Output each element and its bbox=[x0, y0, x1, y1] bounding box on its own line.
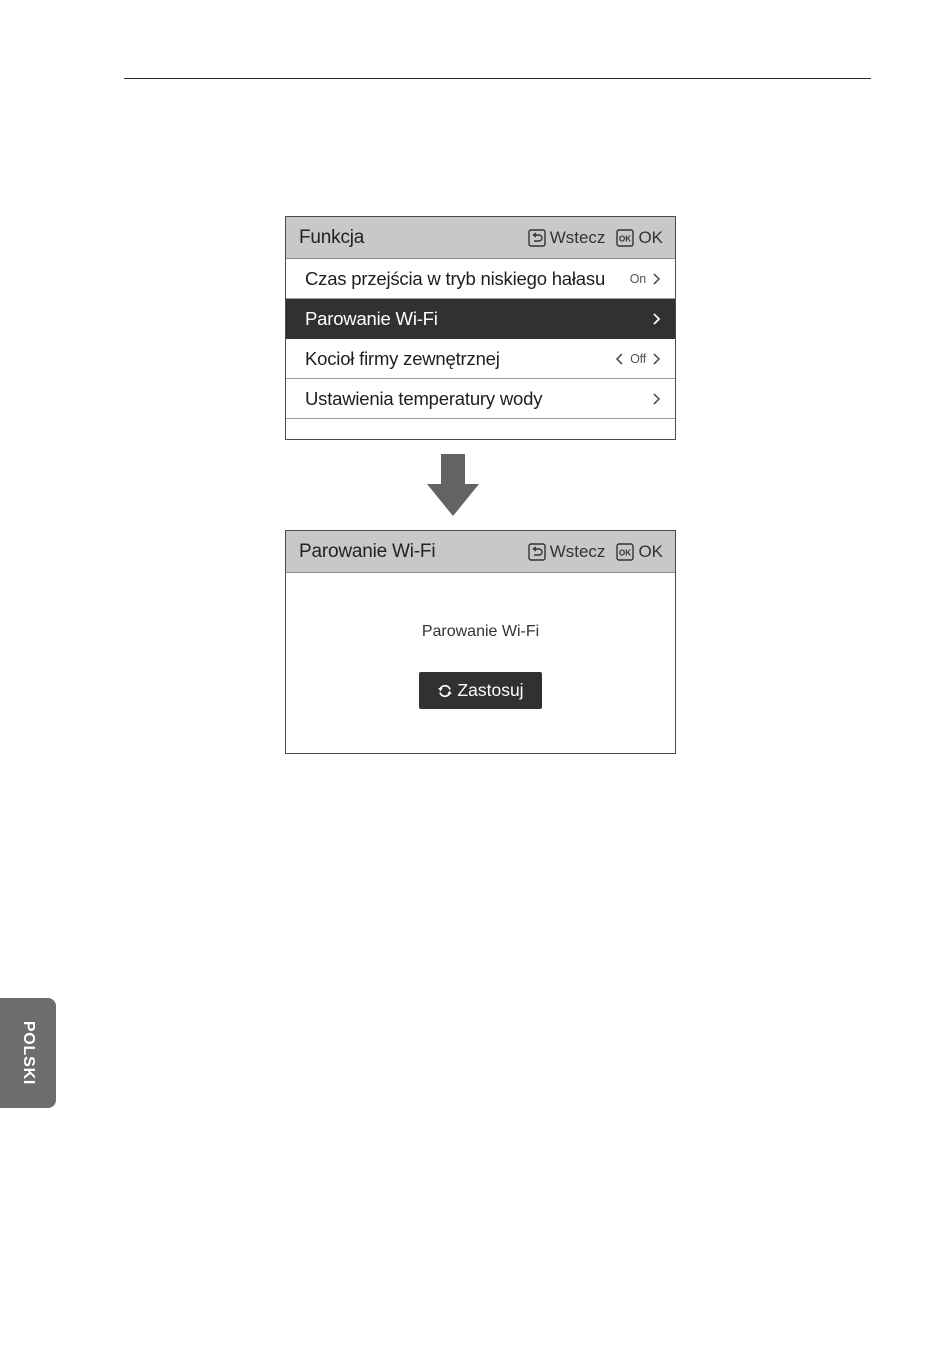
chevron-right-icon bbox=[652, 392, 661, 406]
header-actions bbox=[528, 542, 663, 562]
function-menu-screen bbox=[285, 216, 676, 440]
screen-title: Funkcja bbox=[299, 226, 365, 248]
language-label: POLSKI bbox=[20, 1020, 37, 1086]
menu-item-label: Czas przejścia w tryb niskiego hałasu bbox=[305, 267, 606, 289]
back-button[interactable] bbox=[528, 228, 606, 248]
ok-label: OK bbox=[638, 541, 663, 561]
wifi-pairing-message: Parowanie Wi-Fi bbox=[421, 623, 540, 640]
menu-item-value: On bbox=[629, 271, 646, 286]
apply-button[interactable] bbox=[419, 672, 542, 709]
screen-body bbox=[286, 573, 675, 753]
back-button[interactable] bbox=[528, 542, 606, 562]
chevron-right-icon bbox=[652, 272, 661, 286]
svg-text:OK: OK bbox=[619, 548, 632, 557]
ok-button[interactable] bbox=[616, 228, 663, 248]
chevron-right-icon[interactable] bbox=[652, 352, 661, 366]
menu-item-low-noise-time[interactable] bbox=[286, 259, 675, 299]
header-actions bbox=[528, 228, 663, 248]
ok-icon bbox=[616, 229, 634, 247]
menu-item-controls bbox=[615, 352, 661, 366]
back-icon bbox=[528, 543, 546, 561]
screen-header bbox=[286, 217, 675, 259]
wifi-pairing-screen bbox=[285, 530, 676, 754]
ok-label: OK bbox=[638, 227, 663, 247]
chevron-left-icon[interactable] bbox=[615, 352, 624, 366]
back-icon bbox=[528, 229, 546, 247]
menu-item-label: Ustawienia temperatury wody bbox=[305, 387, 543, 409]
menu-item-controls bbox=[630, 272, 661, 286]
menu-item-label: Parowanie Wi-Fi bbox=[305, 307, 438, 329]
menu-item-controls bbox=[652, 312, 661, 326]
menu-item-value: Off bbox=[630, 351, 646, 366]
refresh-icon bbox=[437, 683, 453, 699]
apply-label: Zastosuj bbox=[457, 680, 524, 700]
menu-item-label: Kocioł firmy zewnętrznej bbox=[305, 347, 500, 369]
screen-header bbox=[286, 531, 675, 573]
svg-text:OK: OK bbox=[619, 234, 632, 243]
back-label: Wstecz bbox=[549, 227, 606, 247]
menu-item-controls bbox=[652, 392, 661, 406]
menu-item-water-temperature[interactable] bbox=[286, 379, 675, 419]
menu-list-tail bbox=[286, 419, 675, 433]
screen-title: Parowanie Wi-Fi bbox=[299, 540, 436, 562]
menu-item-external-boiler[interactable] bbox=[286, 339, 675, 379]
arrow-down-icon bbox=[427, 454, 479, 516]
ok-icon bbox=[616, 543, 634, 561]
language-side-tab bbox=[0, 998, 56, 1108]
ok-button[interactable] bbox=[616, 542, 663, 562]
back-label: Wstecz bbox=[549, 541, 606, 561]
chevron-right-icon bbox=[652, 312, 661, 326]
menu-item-wifi-pairing[interactable] bbox=[286, 299, 675, 339]
top-rule bbox=[124, 78, 871, 79]
